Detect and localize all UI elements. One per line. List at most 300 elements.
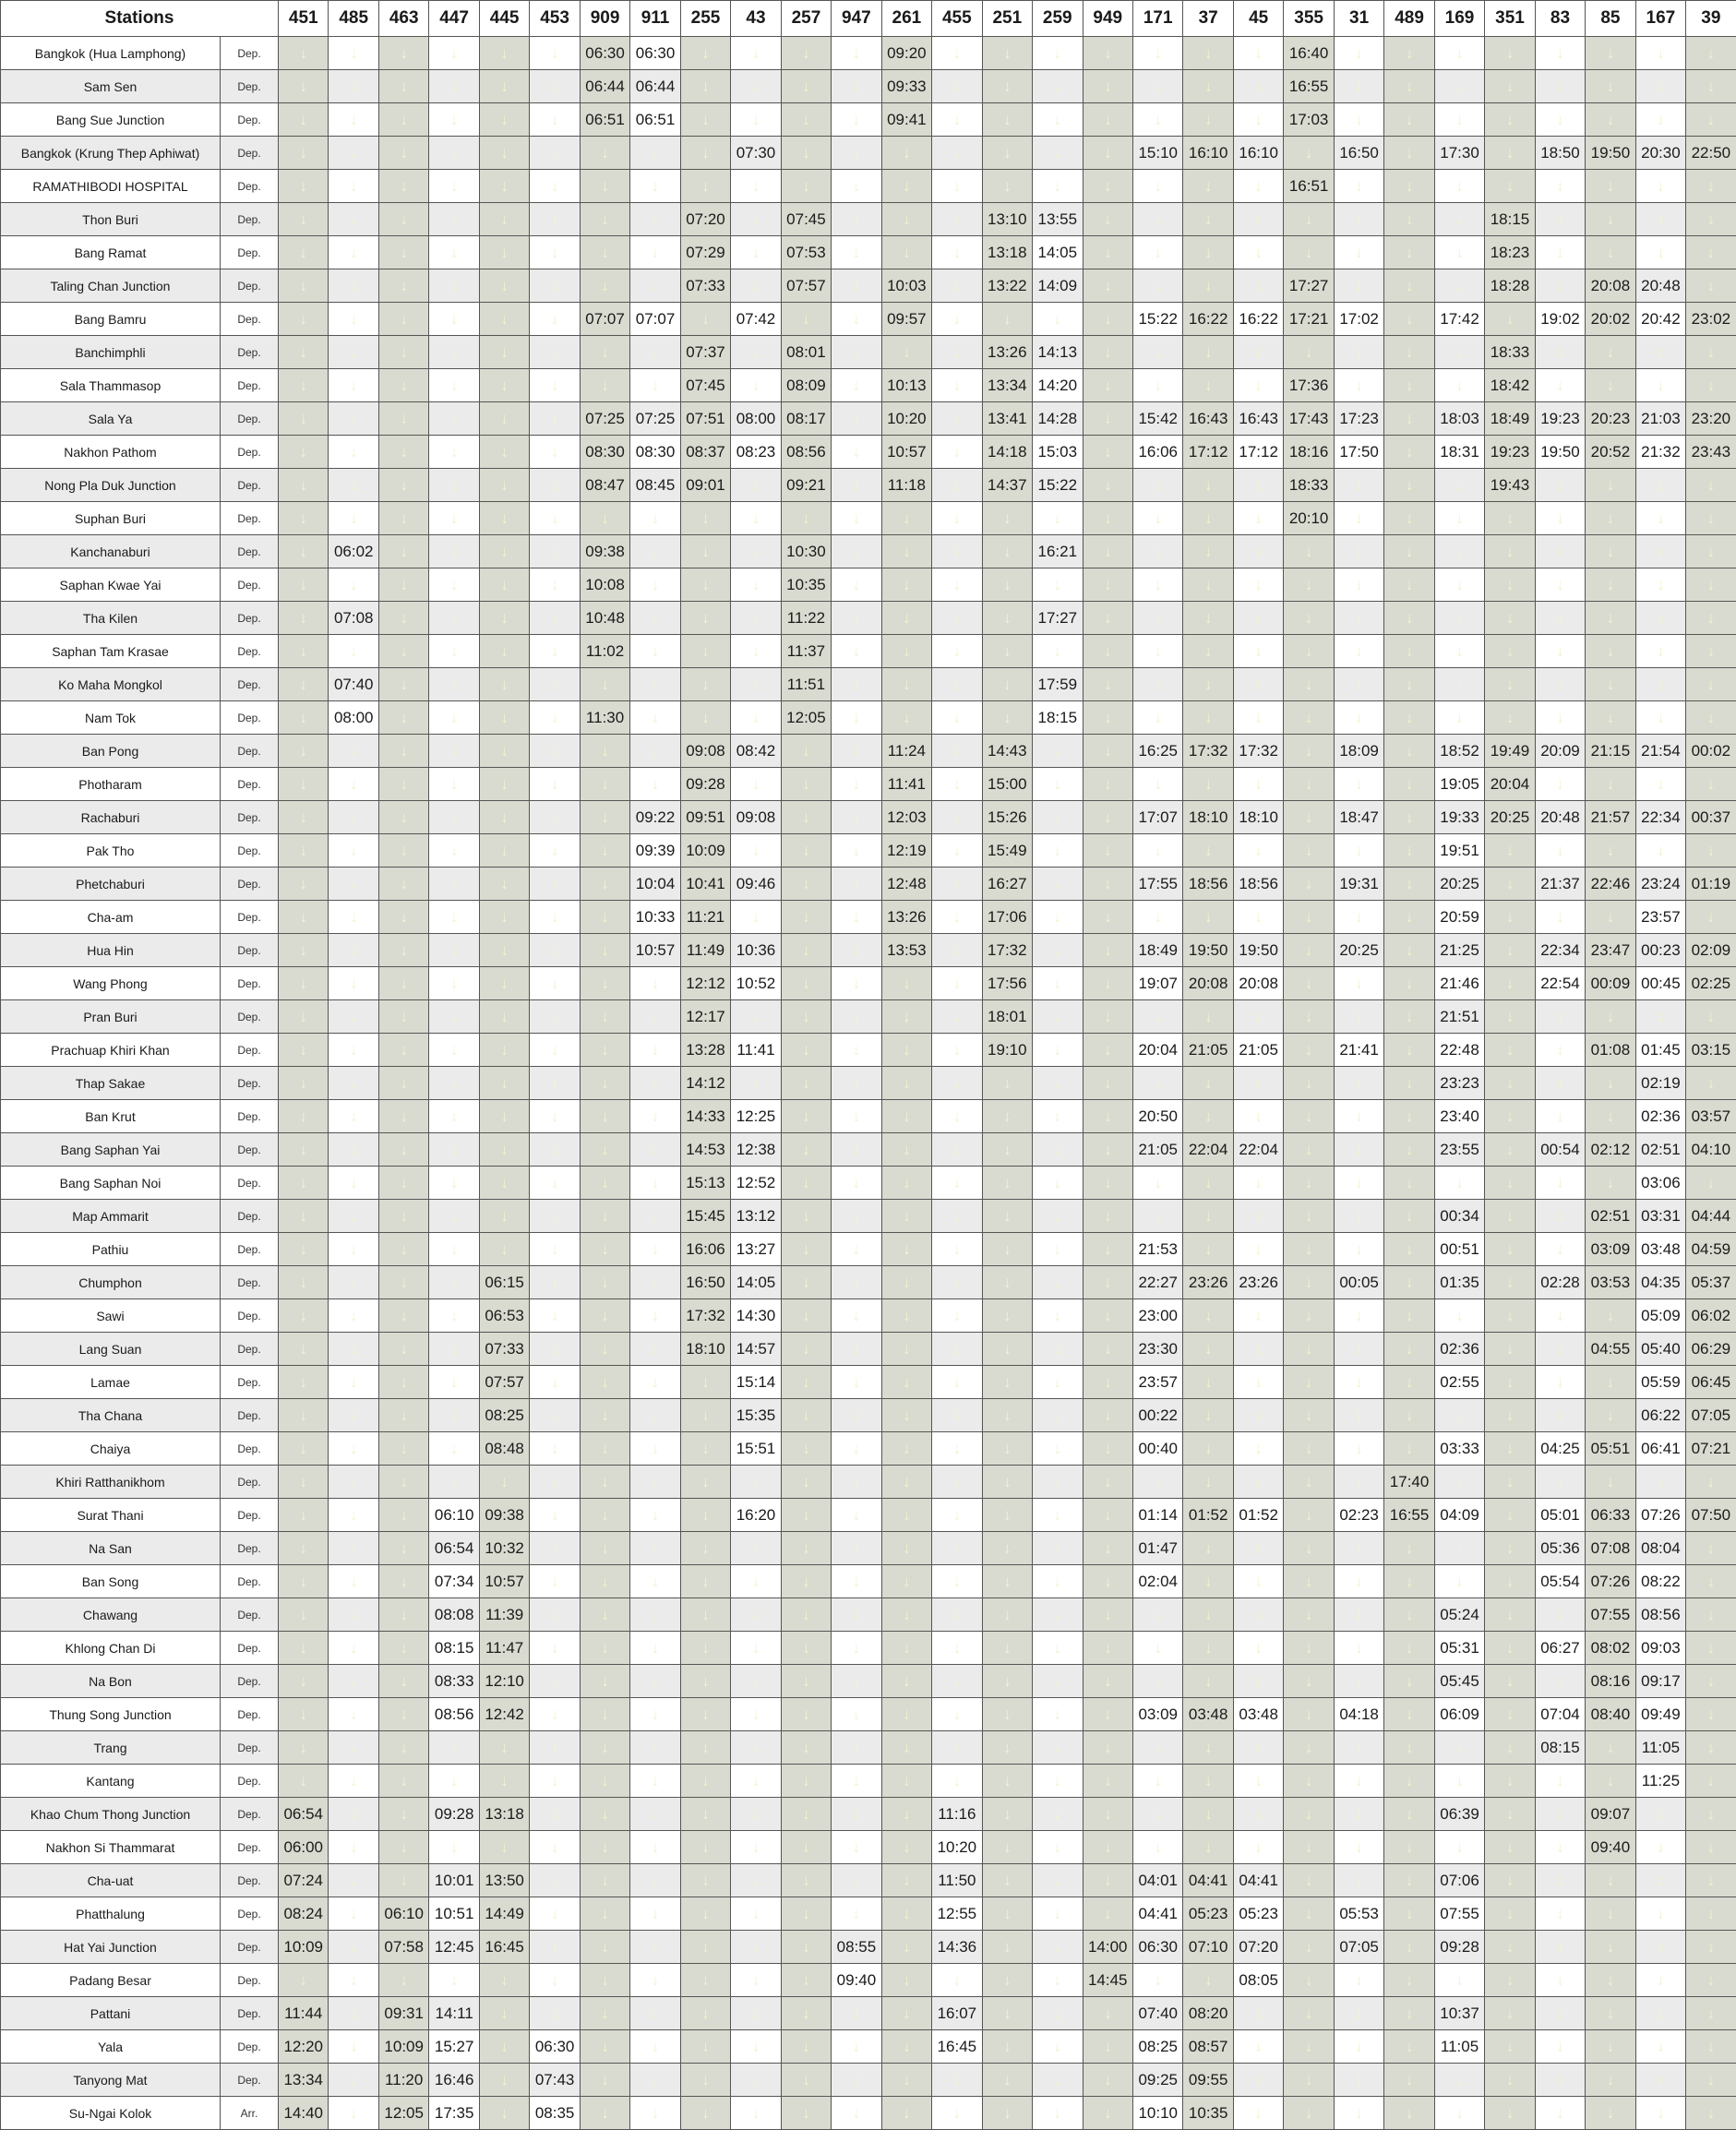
station-name: Na San (1, 1532, 221, 1565)
departure-time: 14:37 (982, 469, 1032, 502)
stop-type: Dep. (221, 37, 279, 70)
down-arrow-icon: ↓ (781, 1034, 831, 1067)
down-arrow-icon: ↓ (982, 137, 1032, 170)
down-arrow-icon: ↓ (429, 635, 479, 668)
down-arrow-icon: ↓ (630, 1765, 680, 1798)
down-arrow-icon: ↓ (279, 1565, 329, 1598)
down-arrow-icon: ↓ (1233, 1200, 1283, 1233)
down-arrow-icon: ↓ (580, 203, 629, 236)
down-arrow-icon: ↓ (1485, 303, 1535, 336)
down-arrow-icon: ↓ (1033, 1333, 1083, 1366)
departure-time: 06:30 (580, 37, 629, 70)
departure-time: 06:33 (1586, 1499, 1635, 1532)
down-arrow-icon: ↓ (1686, 1665, 1736, 1698)
down-arrow-icon: ↓ (1384, 203, 1434, 236)
down-arrow-icon: ↓ (479, 1765, 529, 1798)
down-arrow-icon: ↓ (731, 1000, 781, 1034)
down-arrow-icon: ↓ (1083, 502, 1132, 535)
down-arrow-icon: ↓ (982, 1698, 1032, 1731)
table-row (1, 1731, 1736, 1765)
down-arrow-icon: ↓ (329, 1964, 378, 1997)
train-number-header: 949 (1083, 1, 1132, 37)
down-arrow-icon: ↓ (1132, 469, 1182, 502)
departure-time: 17:55 (1132, 868, 1182, 901)
down-arrow-icon: ↓ (932, 1167, 982, 1200)
down-arrow-icon: ↓ (1284, 602, 1334, 635)
down-arrow-icon: ↓ (1485, 1100, 1535, 1133)
down-arrow-icon: ↓ (1284, 834, 1334, 868)
down-arrow-icon: ↓ (479, 901, 529, 934)
down-arrow-icon: ↓ (429, 369, 479, 402)
down-arrow-icon: ↓ (279, 701, 329, 735)
down-arrow-icon: ↓ (1233, 1997, 1283, 2030)
down-arrow-icon: ↓ (680, 1432, 730, 1466)
down-arrow-icon: ↓ (329, 336, 378, 369)
down-arrow-icon: ↓ (1334, 1565, 1383, 1598)
down-arrow-icon: ↓ (1635, 635, 1685, 668)
down-arrow-icon: ↓ (832, 236, 881, 269)
departure-time: 11:51 (781, 668, 831, 701)
down-arrow-icon: ↓ (329, 1067, 378, 1100)
down-arrow-icon: ↓ (1434, 502, 1484, 535)
station-name: Sala Ya (1, 402, 221, 436)
down-arrow-icon: ↓ (1132, 668, 1182, 701)
down-arrow-icon: ↓ (479, 735, 529, 768)
down-arrow-icon: ↓ (680, 1698, 730, 1731)
train-number-header: 45 (1233, 1, 1283, 37)
down-arrow-icon: ↓ (1183, 834, 1233, 868)
down-arrow-icon: ↓ (279, 801, 329, 834)
down-arrow-icon: ↓ (1083, 1333, 1132, 1366)
down-arrow-icon: ↓ (1284, 1432, 1334, 1466)
down-arrow-icon: ↓ (932, 70, 982, 103)
train-number-header: 255 (680, 1, 730, 37)
down-arrow-icon: ↓ (530, 1632, 580, 1665)
down-arrow-icon: ↓ (1686, 170, 1736, 203)
down-arrow-icon: ↓ (982, 1333, 1032, 1366)
down-arrow-icon: ↓ (1284, 568, 1334, 602)
departure-time: 08:25 (479, 1399, 529, 1432)
stop-type: Dep. (221, 2064, 279, 2097)
down-arrow-icon: ↓ (329, 170, 378, 203)
down-arrow-icon: ↓ (479, 170, 529, 203)
departure-time: 11:16 (932, 1798, 982, 1831)
departure-time: 19:05 (1434, 768, 1484, 801)
down-arrow-icon: ↓ (1384, 735, 1434, 768)
down-arrow-icon: ↓ (329, 834, 378, 868)
down-arrow-icon: ↓ (1384, 1399, 1434, 1432)
departure-time: 10:04 (630, 868, 680, 901)
down-arrow-icon: ↓ (1284, 1000, 1334, 1034)
departure-time: 23:23 (1434, 1067, 1484, 1100)
down-arrow-icon: ↓ (1485, 1366, 1535, 1399)
departure-time: 10:35 (1183, 2097, 1233, 2130)
down-arrow-icon: ↓ (479, 303, 529, 336)
down-arrow-icon: ↓ (429, 668, 479, 701)
departure-time: 15:22 (1132, 303, 1182, 336)
departure-time: 15:14 (731, 1366, 781, 1399)
departure-time: 19:49 (1485, 735, 1535, 768)
down-arrow-icon: ↓ (1586, 236, 1635, 269)
departure-time: 23:26 (1183, 1266, 1233, 1299)
down-arrow-icon: ↓ (1183, 1167, 1233, 1200)
down-arrow-icon: ↓ (1233, 70, 1283, 103)
departure-time: 07:58 (378, 1931, 428, 1964)
departure-time: 11:47 (479, 1632, 529, 1665)
departure-time: 07:25 (580, 402, 629, 436)
down-arrow-icon: ↓ (1384, 1167, 1434, 1200)
down-arrow-icon: ↓ (881, 568, 931, 602)
down-arrow-icon: ↓ (731, 568, 781, 602)
departure-time: 01:47 (1132, 1532, 1182, 1565)
departure-time: 08:57 (1183, 2030, 1233, 2064)
departure-time: 22:48 (1434, 1034, 1484, 1067)
down-arrow-icon: ↓ (1083, 103, 1132, 137)
down-arrow-icon: ↓ (1384, 137, 1434, 170)
down-arrow-icon: ↓ (781, 1299, 831, 1333)
down-arrow-icon: ↓ (580, 1565, 629, 1598)
departure-time: 07:45 (680, 369, 730, 402)
departure-time: 16:06 (1132, 436, 1182, 469)
down-arrow-icon: ↓ (580, 934, 629, 967)
down-arrow-icon: ↓ (731, 1931, 781, 1964)
down-arrow-icon: ↓ (1485, 701, 1535, 735)
down-arrow-icon: ↓ (378, 203, 428, 236)
down-arrow-icon: ↓ (781, 37, 831, 70)
down-arrow-icon: ↓ (1083, 967, 1132, 1000)
departure-time: 09:38 (580, 535, 629, 568)
down-arrow-icon: ↓ (1183, 1632, 1233, 1665)
down-arrow-icon: ↓ (680, 2064, 730, 2097)
down-arrow-icon: ↓ (1334, 1798, 1383, 1831)
departure-time: 20:25 (1485, 801, 1535, 834)
down-arrow-icon: ↓ (680, 1665, 730, 1698)
down-arrow-icon: ↓ (530, 369, 580, 402)
down-arrow-icon: ↓ (329, 1266, 378, 1299)
down-arrow-icon: ↓ (530, 934, 580, 967)
departure-time: 16:46 (429, 2064, 479, 2097)
down-arrow-icon: ↓ (1132, 568, 1182, 602)
down-arrow-icon: ↓ (881, 1731, 931, 1765)
down-arrow-icon: ↓ (329, 203, 378, 236)
down-arrow-icon: ↓ (932, 402, 982, 436)
down-arrow-icon: ↓ (1686, 2097, 1736, 2130)
departure-time: 05:09 (1635, 1299, 1685, 1333)
train-number-header: 351 (1485, 1, 1535, 37)
table-row (1, 303, 1736, 336)
down-arrow-icon: ↓ (932, 801, 982, 834)
down-arrow-icon: ↓ (1635, 2030, 1685, 2064)
train-number-header: 43 (731, 1, 781, 37)
stop-type: Dep. (221, 1067, 279, 1100)
down-arrow-icon: ↓ (1686, 1000, 1736, 1034)
down-arrow-icon: ↓ (1535, 1000, 1585, 1034)
down-arrow-icon: ↓ (1183, 1200, 1233, 1233)
down-arrow-icon: ↓ (932, 1266, 982, 1299)
down-arrow-icon: ↓ (580, 502, 629, 535)
down-arrow-icon: ↓ (932, 1133, 982, 1167)
down-arrow-icon: ↓ (329, 70, 378, 103)
down-arrow-icon: ↓ (429, 1133, 479, 1167)
down-arrow-icon: ↓ (1083, 668, 1132, 701)
down-arrow-icon: ↓ (429, 1366, 479, 1399)
down-arrow-icon: ↓ (1033, 1897, 1083, 1931)
departure-time: 18:56 (1233, 868, 1283, 901)
down-arrow-icon: ↓ (982, 1831, 1032, 1864)
down-arrow-icon: ↓ (1434, 535, 1484, 568)
down-arrow-icon: ↓ (1334, 1399, 1383, 1432)
down-arrow-icon: ↓ (781, 170, 831, 203)
down-arrow-icon: ↓ (832, 1333, 881, 1366)
down-arrow-icon: ↓ (881, 1167, 931, 1200)
down-arrow-icon: ↓ (479, 701, 529, 735)
station-name: Chaiya (1, 1432, 221, 1466)
down-arrow-icon: ↓ (1686, 1897, 1736, 1931)
departure-time: 15:00 (982, 768, 1032, 801)
down-arrow-icon: ↓ (932, 868, 982, 901)
down-arrow-icon: ↓ (580, 170, 629, 203)
down-arrow-icon: ↓ (932, 269, 982, 303)
down-arrow-icon: ↓ (982, 1864, 1032, 1897)
down-arrow-icon: ↓ (1183, 1100, 1233, 1133)
station-name: Ban Song (1, 1565, 221, 1598)
train-number-header: 39 (1686, 1, 1736, 37)
departure-time: 08:45 (630, 469, 680, 502)
departure-time: 03:31 (1635, 1200, 1685, 1233)
departure-time: 08:42 (731, 735, 781, 768)
departure-time: 10:20 (881, 402, 931, 436)
departure-time: 20:25 (1334, 934, 1383, 967)
down-arrow-icon: ↓ (1183, 602, 1233, 635)
down-arrow-icon: ↓ (1284, 1200, 1334, 1233)
down-arrow-icon: ↓ (1334, 236, 1383, 269)
down-arrow-icon: ↓ (1635, 1964, 1685, 1997)
down-arrow-icon: ↓ (580, 137, 629, 170)
down-arrow-icon: ↓ (1485, 967, 1535, 1000)
down-arrow-icon: ↓ (832, 137, 881, 170)
down-arrow-icon: ↓ (279, 203, 329, 236)
down-arrow-icon: ↓ (1586, 70, 1635, 103)
down-arrow-icon: ↓ (1083, 701, 1132, 735)
down-arrow-icon: ↓ (630, 1864, 680, 1897)
departure-time: 02:23 (1334, 1499, 1383, 1532)
departure-time: 20:48 (1535, 801, 1585, 834)
down-arrow-icon: ↓ (1384, 834, 1434, 868)
down-arrow-icon: ↓ (1183, 768, 1233, 801)
down-arrow-icon: ↓ (329, 1731, 378, 1765)
down-arrow-icon: ↓ (1384, 1698, 1434, 1731)
down-arrow-icon: ↓ (1033, 137, 1083, 170)
down-arrow-icon: ↓ (429, 901, 479, 934)
down-arrow-icon: ↓ (1485, 1200, 1535, 1233)
train-number-header: 355 (1284, 1, 1334, 37)
down-arrow-icon: ↓ (580, 1765, 629, 1798)
down-arrow-icon: ↓ (1284, 1333, 1334, 1366)
stop-type: Dep. (221, 1200, 279, 1233)
down-arrow-icon: ↓ (479, 336, 529, 369)
down-arrow-icon: ↓ (982, 701, 1032, 735)
departure-time: 08:37 (680, 436, 730, 469)
down-arrow-icon: ↓ (1284, 768, 1334, 801)
down-arrow-icon: ↓ (1485, 1266, 1535, 1299)
down-arrow-icon: ↓ (1284, 1167, 1334, 1200)
down-arrow-icon: ↓ (1686, 901, 1736, 934)
down-arrow-icon: ↓ (731, 469, 781, 502)
down-arrow-icon: ↓ (781, 1233, 831, 1266)
departure-time: 08:40 (1586, 1698, 1635, 1731)
down-arrow-icon: ↓ (1233, 502, 1283, 535)
departure-time: 05:53 (1334, 1897, 1383, 1931)
train-number-header: 85 (1586, 1, 1635, 37)
down-arrow-icon: ↓ (378, 1466, 428, 1499)
down-arrow-icon: ↓ (1535, 170, 1585, 203)
down-arrow-icon: ↓ (279, 37, 329, 70)
down-arrow-icon: ↓ (479, 1200, 529, 1233)
down-arrow-icon: ↓ (279, 1399, 329, 1432)
down-arrow-icon: ↓ (1535, 1897, 1585, 1931)
departure-time: 08:00 (329, 701, 378, 735)
down-arrow-icon: ↓ (1485, 1665, 1535, 1698)
departure-time: 21:05 (1183, 1034, 1233, 1067)
stop-type: Dep. (221, 137, 279, 170)
station-name: Bangkok (Hua Lamphong) (1, 37, 221, 70)
down-arrow-icon: ↓ (1586, 2030, 1635, 2064)
departure-time: 18:15 (1485, 203, 1535, 236)
down-arrow-icon: ↓ (1334, 1200, 1383, 1233)
down-arrow-icon: ↓ (1485, 1598, 1535, 1632)
down-arrow-icon: ↓ (1535, 2097, 1585, 2130)
departure-time: 14:57 (731, 1333, 781, 1366)
departure-time: 09:07 (1586, 1798, 1635, 1831)
down-arrow-icon: ↓ (1033, 1233, 1083, 1266)
table-row (1, 1499, 1736, 1532)
table-row (1, 1964, 1736, 1997)
down-arrow-icon: ↓ (832, 1399, 881, 1432)
down-arrow-icon: ↓ (1284, 1565, 1334, 1598)
stop-type: Dep. (221, 1897, 279, 1931)
departure-time: 07:07 (580, 303, 629, 336)
down-arrow-icon: ↓ (1233, 37, 1283, 70)
departure-time: 17:36 (1284, 369, 1334, 402)
down-arrow-icon: ↓ (329, 1333, 378, 1366)
down-arrow-icon: ↓ (1384, 1665, 1434, 1698)
down-arrow-icon: ↓ (630, 1167, 680, 1200)
stop-type: Dep. (221, 1133, 279, 1167)
down-arrow-icon: ↓ (1686, 1964, 1736, 1997)
down-arrow-icon: ↓ (731, 1731, 781, 1765)
down-arrow-icon: ↓ (1384, 369, 1434, 402)
down-arrow-icon: ↓ (1434, 1167, 1484, 1200)
table-row (1, 1067, 1736, 1100)
down-arrow-icon: ↓ (1334, 967, 1383, 1000)
down-arrow-icon: ↓ (580, 1665, 629, 1698)
down-arrow-icon: ↓ (429, 701, 479, 735)
down-arrow-icon: ↓ (279, 834, 329, 868)
down-arrow-icon: ↓ (1334, 1598, 1383, 1632)
departure-time: 14:53 (680, 1133, 730, 1167)
down-arrow-icon: ↓ (932, 1632, 982, 1665)
departure-time: 07:40 (329, 668, 378, 701)
down-arrow-icon: ↓ (1334, 1831, 1383, 1864)
down-arrow-icon: ↓ (1485, 901, 1535, 934)
table-row (1, 1100, 1736, 1133)
down-arrow-icon: ↓ (781, 1864, 831, 1897)
departure-time: 08:00 (731, 402, 781, 436)
down-arrow-icon: ↓ (530, 1233, 580, 1266)
down-arrow-icon: ↓ (881, 1698, 931, 1731)
down-arrow-icon: ↓ (832, 37, 881, 70)
down-arrow-icon: ↓ (1083, 1133, 1132, 1167)
down-arrow-icon: ↓ (1284, 1864, 1334, 1897)
departure-time: 04:25 (1535, 1432, 1585, 1466)
station-name: Ban Pong (1, 735, 221, 768)
down-arrow-icon: ↓ (378, 602, 428, 635)
departure-time: 06:30 (530, 2030, 580, 2064)
departure-time: 06:41 (1635, 1432, 1685, 1466)
departure-time: 23:00 (1132, 1299, 1182, 1333)
departure-time: 06:02 (1686, 1299, 1736, 1333)
down-arrow-icon: ↓ (680, 535, 730, 568)
stop-type: Dep. (221, 203, 279, 236)
down-arrow-icon: ↓ (1033, 1100, 1083, 1133)
down-arrow-icon: ↓ (429, 1831, 479, 1864)
down-arrow-icon: ↓ (378, 369, 428, 402)
departure-time: 10:52 (731, 967, 781, 1000)
station-name: Pak Tho (1, 834, 221, 868)
departure-time: 07:33 (680, 269, 730, 303)
down-arrow-icon: ↓ (1284, 868, 1334, 901)
down-arrow-icon: ↓ (279, 469, 329, 502)
departure-time: 08:05 (1233, 1964, 1283, 1997)
down-arrow-icon: ↓ (781, 1167, 831, 1200)
departure-time: 08:30 (580, 436, 629, 469)
down-arrow-icon: ↓ (982, 1432, 1032, 1466)
departure-time: 04:35 (1635, 1266, 1685, 1299)
down-arrow-icon: ↓ (1635, 37, 1685, 70)
down-arrow-icon: ↓ (1686, 1598, 1736, 1632)
down-arrow-icon: ↓ (1132, 1765, 1182, 1798)
table-row (1, 1864, 1736, 1897)
departure-time: 19:51 (1434, 834, 1484, 868)
down-arrow-icon: ↓ (580, 1233, 629, 1266)
down-arrow-icon: ↓ (1384, 1100, 1434, 1133)
departure-time: 21:41 (1334, 1034, 1383, 1067)
down-arrow-icon: ↓ (530, 1466, 580, 1499)
station-name: Saphan Kwae Yai (1, 568, 221, 602)
down-arrow-icon: ↓ (580, 1964, 629, 1997)
station-name: Bang Saphan Yai (1, 1133, 221, 1167)
departure-time: 18:03 (1434, 402, 1484, 436)
down-arrow-icon: ↓ (881, 1964, 931, 1997)
departure-time: 06:00 (279, 1831, 329, 1864)
down-arrow-icon: ↓ (932, 1034, 982, 1067)
down-arrow-icon: ↓ (731, 37, 781, 70)
departure-time: 10:08 (580, 568, 629, 602)
departure-time: 14:12 (680, 1067, 730, 1100)
down-arrow-icon: ↓ (1183, 203, 1233, 236)
down-arrow-icon: ↓ (530, 1266, 580, 1299)
departure-time: 06:15 (479, 1266, 529, 1299)
departure-time: 04:18 (1334, 1698, 1383, 1731)
departure-time: 06:27 (1535, 1632, 1585, 1665)
station-name: Banchimphli (1, 336, 221, 369)
down-arrow-icon: ↓ (1485, 2030, 1535, 2064)
down-arrow-icon: ↓ (1485, 602, 1535, 635)
departure-time: 09:08 (680, 735, 730, 768)
down-arrow-icon: ↓ (1434, 1964, 1484, 1997)
down-arrow-icon: ↓ (630, 236, 680, 269)
down-arrow-icon: ↓ (1083, 602, 1132, 635)
